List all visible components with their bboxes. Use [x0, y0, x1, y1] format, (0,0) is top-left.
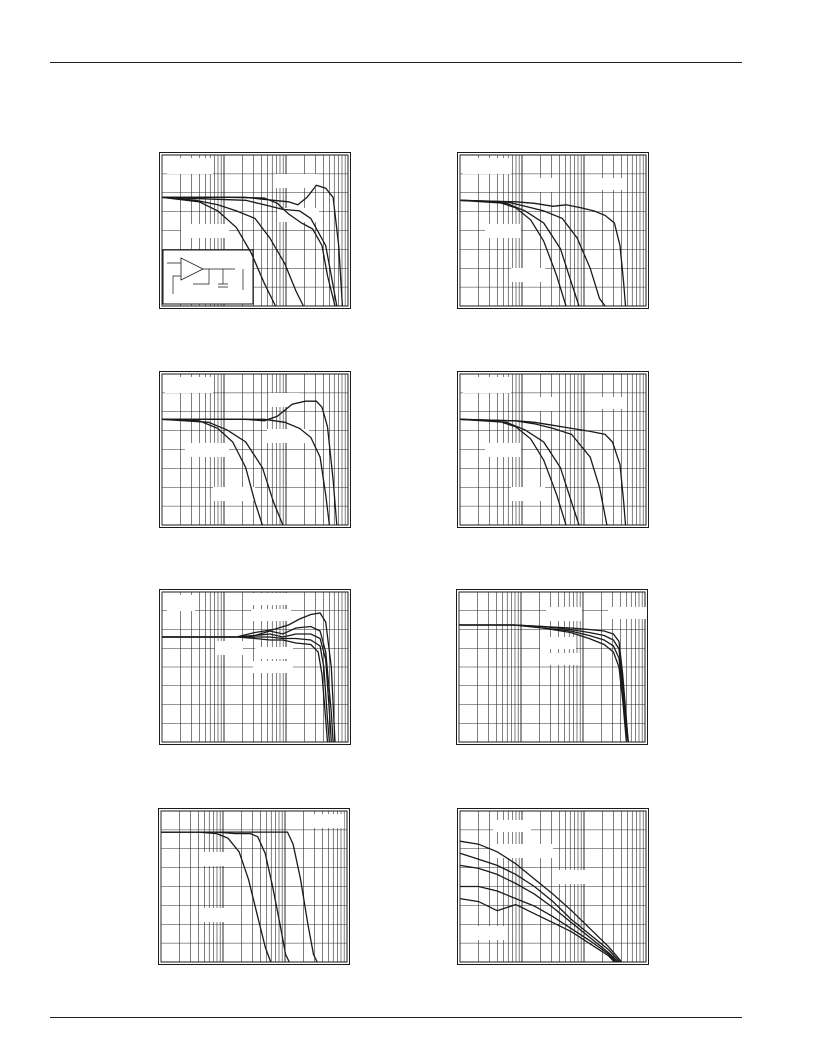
label-box [533, 397, 559, 411]
label-box [165, 377, 213, 393]
label-box [599, 397, 627, 409]
inset-schematic [163, 250, 253, 304]
label-box [215, 641, 243, 655]
label-box [463, 377, 511, 393]
label-box [167, 595, 195, 611]
label-box [213, 487, 255, 501]
label-box [546, 607, 582, 621]
label-box [511, 487, 545, 501]
label-box [533, 178, 559, 192]
label-box [202, 908, 236, 922]
chart-1 [159, 152, 351, 309]
label-box [599, 178, 627, 190]
chart-5 [159, 589, 351, 745]
label-box [540, 653, 580, 665]
chart-2 [457, 152, 649, 309]
label-box [463, 926, 505, 940]
label-box [485, 224, 521, 238]
label-box [255, 647, 293, 659]
label-box [185, 443, 229, 457]
label-box [253, 661, 293, 673]
label-box [511, 268, 545, 282]
chart-8 [457, 808, 649, 965]
label-box [491, 844, 553, 858]
chart-6 [456, 589, 648, 745]
header-rule [50, 62, 742, 63]
label-box [308, 814, 344, 828]
label-box [275, 174, 317, 188]
label-box [251, 609, 291, 621]
label-box [202, 852, 236, 866]
label-box [167, 158, 213, 174]
chart-4 [457, 371, 649, 528]
label-box [557, 870, 591, 884]
label-box [269, 393, 299, 407]
label-box [251, 593, 297, 605]
label-box [463, 158, 511, 174]
inset-frame [163, 250, 253, 304]
label-box [485, 443, 521, 457]
label-box [608, 607, 646, 619]
label-box [493, 820, 531, 832]
label-box [181, 224, 229, 238]
chart-7 [158, 808, 350, 965]
chart-3 [159, 371, 351, 528]
footer-rule [50, 1017, 742, 1018]
label-box [540, 637, 576, 649]
